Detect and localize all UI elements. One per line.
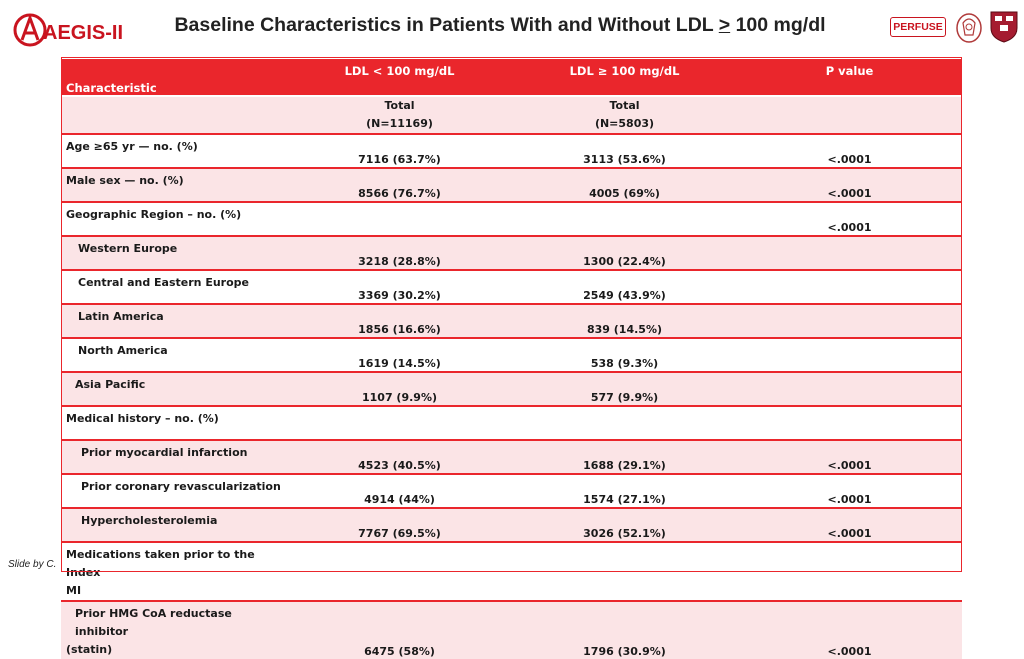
table-row: [61, 601, 962, 659]
baseline-characteristics-table: [61, 57, 962, 659]
row-label: North America: [61, 338, 287, 372]
university-seal-icon: [955, 11, 983, 43]
row-p-value: <.0001: [737, 474, 962, 508]
row-p-value: [737, 270, 962, 304]
row-value-ldl-low: 4914 (44%): [287, 474, 512, 508]
title-symbol: >: [718, 14, 731, 36]
row-label: Age ≥65 yr — no. (%): [61, 134, 287, 168]
row-label: Geographic Region – no. (%): [61, 202, 287, 236]
row-label-line2: MI: [66, 584, 82, 597]
table-row: [61, 440, 962, 474]
row-value-ldl-low: 6475 (58%): [287, 601, 512, 659]
row-value-ldl-high: 839 (14.5%): [512, 304, 737, 338]
row-value-ldl-high: 1300 (22.4%): [512, 236, 737, 270]
row-p-value: [737, 236, 962, 270]
table-row: [61, 542, 962, 601]
row-value-ldl-low: [287, 406, 512, 440]
row-value-ldl-high: 2549 (43.9%): [512, 270, 737, 304]
title-unit: 100 mg/dl: [730, 14, 826, 36]
row-value-ldl-low: 1856 (16.6%): [287, 304, 512, 338]
subheader-col2: [512, 96, 737, 134]
table-row: [61, 236, 962, 270]
logo-text: AEGIS-II: [43, 22, 124, 44]
subheader-col1-total: Total: [384, 99, 415, 112]
row-p-value: <.0001: [737, 168, 962, 202]
subheader-col2-total: Total: [609, 99, 640, 112]
table-subheader-row: [61, 96, 962, 134]
table-row: [61, 372, 962, 406]
table-row: [61, 508, 962, 542]
row-p-value: [737, 542, 962, 601]
row-label: Prior myocardial infarction: [61, 440, 287, 474]
row-value-ldl-high: 538 (9.3%): [512, 338, 737, 372]
row-p-value: [737, 304, 962, 338]
row-label: Latin America: [61, 304, 287, 338]
title-text: Baseline Characteristics in Patients With and Without LDL: [174, 14, 719, 36]
slide-credit: Slide by C.: [8, 559, 57, 570]
row-value-ldl-high: [512, 202, 737, 236]
table-row: [61, 134, 962, 168]
row-p-value: <.0001: [737, 134, 962, 168]
row-value-ldl-low: 7116 (63.7%): [287, 134, 512, 168]
row-label: Prior coronary revascularization: [61, 474, 287, 508]
row-value-ldl-high: 1688 (29.1%): [512, 440, 737, 474]
row-value-ldl-low: [287, 542, 512, 601]
row-p-value: <.0001: [737, 601, 962, 659]
subheader-empty: [61, 96, 287, 134]
table-row: [61, 168, 962, 202]
table-row: [61, 304, 962, 338]
page-title: [140, 14, 860, 37]
row-p-value: <.0001: [737, 440, 962, 474]
row-value-ldl-high: 1796 (30.9%): [512, 601, 737, 659]
row-label: [61, 542, 287, 601]
header-characteristic: Characteristic: [61, 58, 287, 96]
row-value-ldl-low: 4523 (40.5%): [287, 440, 512, 474]
table-header-row: [61, 58, 962, 96]
row-p-value: [737, 338, 962, 372]
row-label: Central and Eastern Europe: [61, 270, 287, 304]
row-value-ldl-low: 3369 (30.2%): [287, 270, 512, 304]
harvard-shield-icon: [989, 10, 1019, 44]
row-label: Medical history – no. (%): [61, 406, 287, 440]
row-label: [61, 601, 287, 659]
row-value-ldl-high: [512, 542, 737, 601]
table-row: [61, 406, 962, 440]
row-value-ldl-low: 1107 (9.9%): [287, 372, 512, 406]
row-value-ldl-high: 1574 (27.1%): [512, 474, 737, 508]
row-value-ldl-low: 7767 (69.5%): [287, 508, 512, 542]
row-value-ldl-low: 1619 (14.5%): [287, 338, 512, 372]
row-label: Western Europe: [61, 236, 287, 270]
table-row: [61, 202, 962, 236]
header-p-value: P value: [737, 58, 962, 96]
row-label-line1: Medications taken prior to the Index: [66, 548, 255, 579]
header-ldl-low: LDL < 100 mg/dL: [287, 58, 512, 96]
table-row: [61, 474, 962, 508]
row-p-value: [737, 372, 962, 406]
subheader-p-empty: [737, 96, 962, 134]
subheader-col1-n: (N=11169): [366, 117, 433, 130]
aegis-logo: [13, 12, 138, 48]
row-value-ldl-high: 4005 (69%): [512, 168, 737, 202]
row-value-ldl-low: 3218 (28.8%): [287, 236, 512, 270]
row-value-ldl-low: 8566 (76.7%): [287, 168, 512, 202]
row-value-ldl-low: [287, 202, 512, 236]
subheader-col1: [287, 96, 512, 134]
row-value-ldl-high: 3026 (52.1%): [512, 508, 737, 542]
row-label: Male sex — no. (%): [61, 168, 287, 202]
row-label: Hypercholesterolemia: [61, 508, 287, 542]
row-value-ldl-high: [512, 406, 737, 440]
row-value-ldl-high: 577 (9.9%): [512, 372, 737, 406]
row-label-line2: (statin): [66, 643, 113, 656]
row-p-value: <.0001: [737, 508, 962, 542]
perfuse-logo: PERFUSE: [890, 17, 946, 37]
row-p-value: <.0001: [737, 202, 962, 236]
row-value-ldl-high: 3113 (53.6%): [512, 134, 737, 168]
row-label: Asia Pacific: [61, 372, 287, 406]
header-ldl-high: LDL ≥ 100 mg/dL: [512, 58, 737, 96]
table-row: [61, 270, 962, 304]
row-p-value: [737, 406, 962, 440]
row-label-line1: Prior HMG CoA reductase inhibitor: [75, 607, 232, 638]
subheader-col2-n: (N=5803): [594, 117, 655, 130]
table-row: [61, 338, 962, 372]
